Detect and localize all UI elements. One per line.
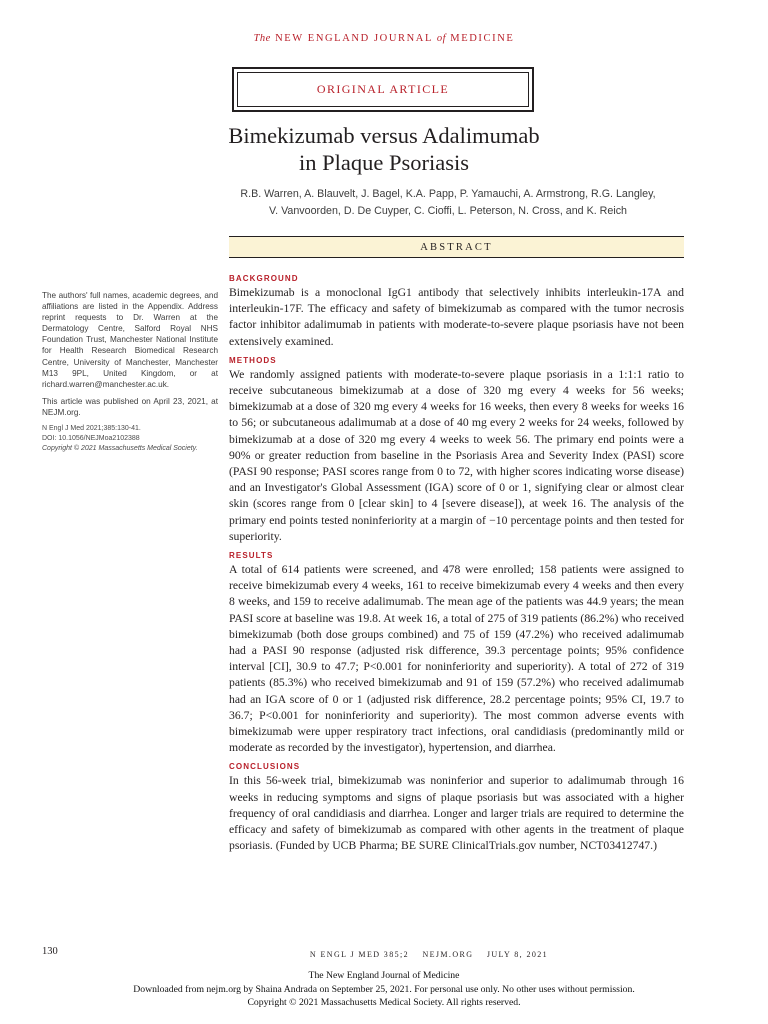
article-type-label: ORIGINAL ARTICLE: [237, 72, 529, 107]
download-notice-journal: The New England Journal of Medicine: [308, 970, 460, 981]
results-heading: RESULTS: [229, 551, 274, 561]
background-text: Bimekizumab is a monoclonal IgG1 antibody that selectively inhibits interleukin-17A and interleukin-17F. The efficacy and safety of bimekizumab as compared with the tumor necrosis factor inhibitor adalimumab in patients with moderate-to-severe plaque psoriasis have not been extensively examined.: [229, 286, 684, 348]
footer-journal-ref: N ENGL J MED 385;2: [309, 950, 410, 959]
author-list: [225, 186, 671, 220]
abstract-body: [229, 274, 684, 861]
affiliations-note: The authors' full names, academic degrees, and affiliations are listed in the Appendix. Address reprint requests to Dr. Warren at the Dermatology Centre, Salford Royal NHS Foundation Trust, Manchester National Institute for Health Research Biomedical Research Centre, University of Manchester, Manchester M13 9PL, United Kingdom, or at richard.warren@manchester.ac.uk.: [42, 291, 218, 389]
journal-header-of: of: [436, 33, 447, 44]
journal-header-the: The: [253, 33, 271, 44]
citation-reference: N Engl J Med 2021;385:130-41.: [42, 425, 141, 433]
footer-site: NEJM.ORG: [422, 950, 474, 959]
article-type-banner: [232, 67, 534, 112]
publication-note: This article was published on April 23, 2021, at NEJM.org.: [42, 396, 218, 417]
background-heading: BACKGROUND: [229, 274, 299, 283]
article-title-line1: Bimekizumab versus Adalimumab: [228, 123, 540, 148]
citation-block: [42, 424, 218, 454]
article-title-line2: in Plaque Psoriasis: [298, 150, 469, 175]
article-title: [160, 122, 608, 176]
footer-date: JULY 8, 2021: [486, 950, 549, 959]
article-sidebar: [42, 290, 218, 454]
journal-footer: [0, 950, 768, 959]
author-list-line1: R.B. Warren, A. Blauvelt, J. Bagel, K.A. Papp, P. Yamauchi, A. Armstrong, R.G. Langley,: [240, 188, 656, 200]
abstract-heading: ABSTRACT: [229, 236, 684, 258]
author-list-line2: V. Vanvoorden, D. De Cuyper, C. Cioffi, L. Peterson, N. Cross, and K. Reich: [268, 205, 627, 217]
download-notice-usage: Downloaded from nejm.org by Shaina Andrada on September 25, 2021. For personal use only. No other uses without permission.: [133, 983, 635, 995]
download-notice-copyright: Copyright © 2021 Massachusetts Medical Society. All rights reserved.: [247, 997, 521, 1008]
journal-header-main1: NEW ENGLAND JOURNAL: [275, 33, 433, 44]
conclusions-text: In this 56-week trial, bimekizumab was noninferior and superior to adalimumab through 16 weeks in reducing symptoms and signs of plaque psoriasis but was associated with a higher frequency of oral candidiasis and diarrhea. Longer and larger trials are required to determine the efficacy and safety of bimekizumab as compared with other agents in the treatment of plaque psoriasis. (Funded by UCB Pharma; BE SURE ClinicalTrials.gov number, NCT03412747.): [229, 774, 684, 853]
copyright-note: Copyright © 2021 Massachusetts Medical Society.: [42, 445, 198, 453]
methods-heading: METHODS: [229, 355, 277, 365]
conclusions-heading: CONCLUSIONS: [229, 762, 301, 772]
journal-header-main2: MEDICINE: [450, 33, 515, 44]
doi-link[interactable]: DOI: 10.1056/NEJMoa2102388: [42, 435, 140, 443]
page-number: 130: [42, 946, 58, 957]
download-notice: [0, 969, 768, 1010]
journal-header: [0, 33, 768, 44]
methods-text: We randomly assigned patients with moderate-to-severe plaque psoriasis in a 1:1:1 ratio to receive subcutaneous bimekizumab at a dose of 320 mg every 4 weeks for 56 weeks; bimekizumab at a dose of 320 mg every 4 weeks for 16 weeks, then every 8 weeks for weeks 16 to 56; or subcutaneous adalimumab at a dose of 40 mg every 2 weeks for 24 weeks, followed by bimekizumab at a dose of 320 mg every 4 weeks to week 56. The primary end points were a 90% or greater reduction from baseline in the Psoriasis Area and Severity Index (PASI) score (PASI 90 response; PASI scores range from 0 to 72, with higher scores indicating worse disease) and an Investigator's Global Assessment (IGA) score of 0 or 1, signifying clear or almost clear skin (scores range from 0 [clear skin] to 4 [severe disease]), at week 16. The analysis of the primary end points tested noninferiority at a margin of −10 percentage points and then tested for superiority.: [229, 367, 684, 543]
results-text: A total of 614 patients were screened, and 478 were enrolled; 158 patients were assigned to receive bimekizumab every 4 weeks, 161 to receive bimekizumab every 4 weeks and then every 8 weeks, and 159 to receive adalimumab. The mean age of the patients was 44.9 years; the mean PASI score at baseline was 19.8. At week 16, a total of 275 of 319 patients (86.2%) who received bimekizumab (both dose groups combined) and 75 of 159 (47.2%) who received adalimumab had a PASI 90 response (adjusted risk difference, 39.3 percentage points; 95% confidence interval [CI], 30.9 to 47.7; P<0.001 for noninferiority and superiority). A total of 272 of 319 patients (85.3%) who received bimekizumab and 91 of 159 (57.2%) who received adalimumab had an IGA score of 0 or 1 (adjusted risk difference, 28.2 percentage points; 95% CI, 19.7 to 36.7; P<0.001 for noninferiority and superiority). The most common adverse events with bimekizumab were upper respiratory tract infections, oral candidiasis (predominantly mild or moderate as recorded by the investigator), hypertension, and diarrhea.: [229, 563, 684, 755]
